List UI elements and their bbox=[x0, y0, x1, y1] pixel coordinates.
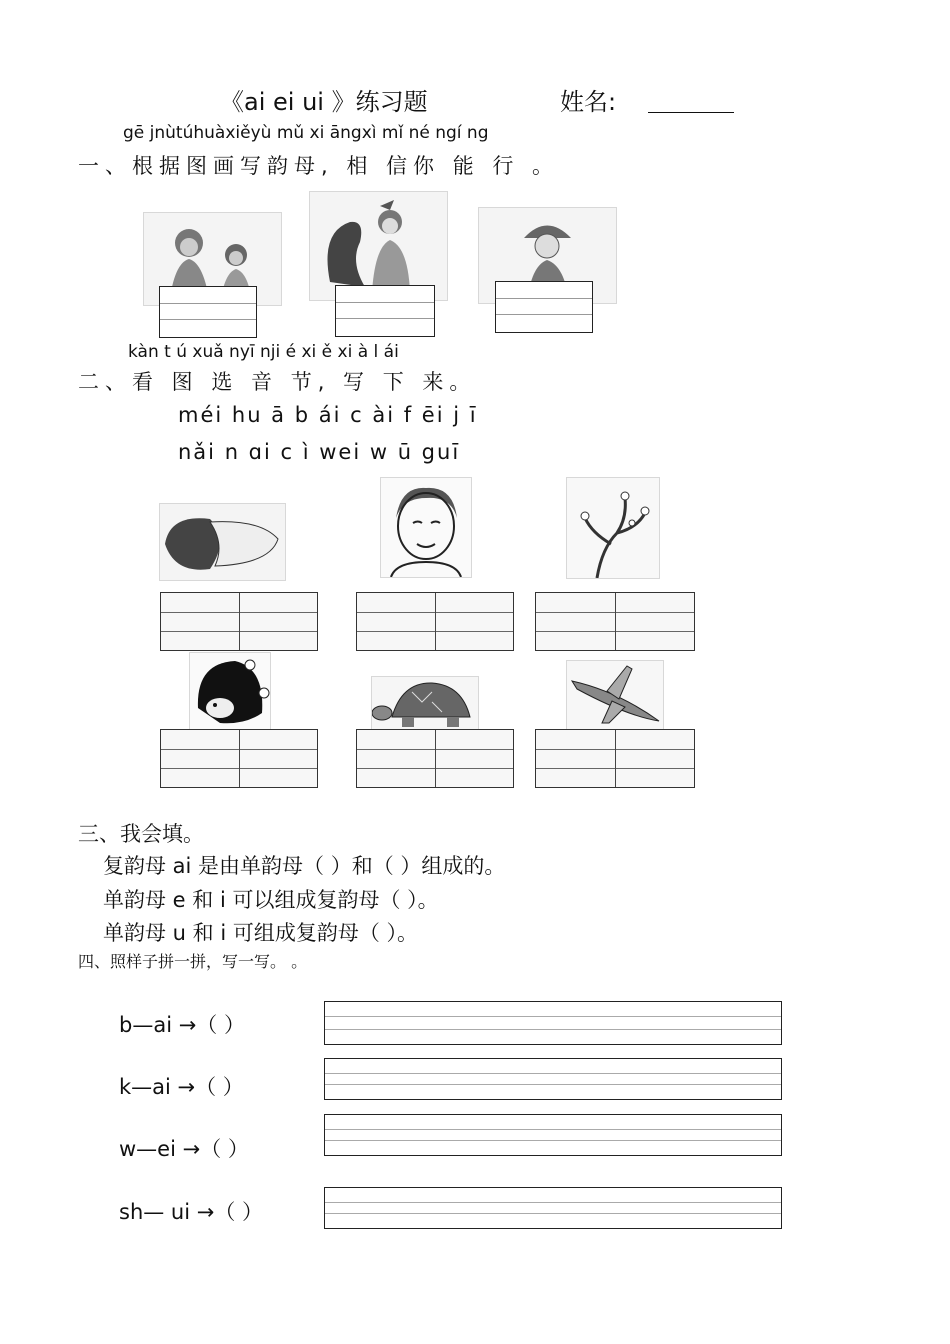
section1-pinyin: gē jnùtúhuàxiěyù mǔ xi āngxì mǐ né ngí ng bbox=[123, 123, 489, 143]
writing-line-4[interactable] bbox=[324, 1187, 782, 1229]
airplane-icon bbox=[566, 660, 664, 732]
spell-item-3: w—ei →（ ） bbox=[119, 1137, 249, 1161]
section2-pinyin: kàn t ú xuǎ nyī nji é xi ě xi à l ái bbox=[128, 342, 399, 362]
syllables-row-2: nǎi n ɑi c ì wei w ū guī bbox=[178, 440, 461, 464]
write-grid-3[interactable] bbox=[535, 592, 695, 651]
write-grid-4[interactable] bbox=[160, 729, 318, 788]
spell-item-1: b—ai →（ ） bbox=[119, 1013, 245, 1037]
spell-item-2: k—ai →（ ） bbox=[119, 1075, 244, 1099]
cabbage-icon bbox=[159, 503, 286, 581]
section3-heading: 三、我会填。 bbox=[78, 822, 204, 846]
plum-blossom-icon bbox=[566, 477, 660, 579]
turtle-icon bbox=[371, 676, 479, 732]
write-grid-1[interactable] bbox=[160, 592, 318, 651]
write-grid-5[interactable] bbox=[356, 729, 514, 788]
writing-line-1[interactable] bbox=[324, 1001, 782, 1045]
write-grid-2[interactable] bbox=[356, 592, 514, 651]
fill-in-line-2: 单韵母 e 和 i 可以组成复韵母（ ）。 bbox=[103, 888, 439, 912]
spell-item-4: sh— ui →（ ） bbox=[119, 1200, 264, 1224]
worksheet-title: 《ai ei ui 》练习题 bbox=[220, 88, 428, 116]
section4-heading: 四、照样子拼一拼，写一写。 。 bbox=[78, 952, 308, 971]
writing-line-3[interactable] bbox=[324, 1114, 782, 1156]
answer-box-2[interactable] bbox=[335, 285, 435, 337]
syllables-row-1: méi hu ā b ái c ài f ēi j ī bbox=[178, 403, 478, 427]
section2-heading: 二、看 图 选 音 节, 写 下 来。 bbox=[78, 370, 477, 394]
section1-heading: 一、根据图画写韵母, 相 信你 能 行 。 bbox=[78, 154, 560, 178]
fill-in-line-1: 复韵母 ai 是由单韵母（ ）和（ ）组成的。 bbox=[103, 854, 506, 878]
write-grid-6[interactable] bbox=[535, 729, 695, 788]
name-blank-line[interactable] bbox=[648, 112, 734, 113]
answer-box-1[interactable] bbox=[159, 286, 257, 338]
fill-in-line-3: 单韵母 u 和 i 可组成复韵母（ ）。 bbox=[103, 921, 419, 945]
hedgehog-icon bbox=[189, 652, 271, 731]
writing-line-2[interactable] bbox=[324, 1058, 782, 1100]
name-label: 姓名: bbox=[560, 88, 617, 116]
answer-box-3[interactable] bbox=[495, 281, 593, 333]
grandma-icon bbox=[380, 477, 472, 578]
